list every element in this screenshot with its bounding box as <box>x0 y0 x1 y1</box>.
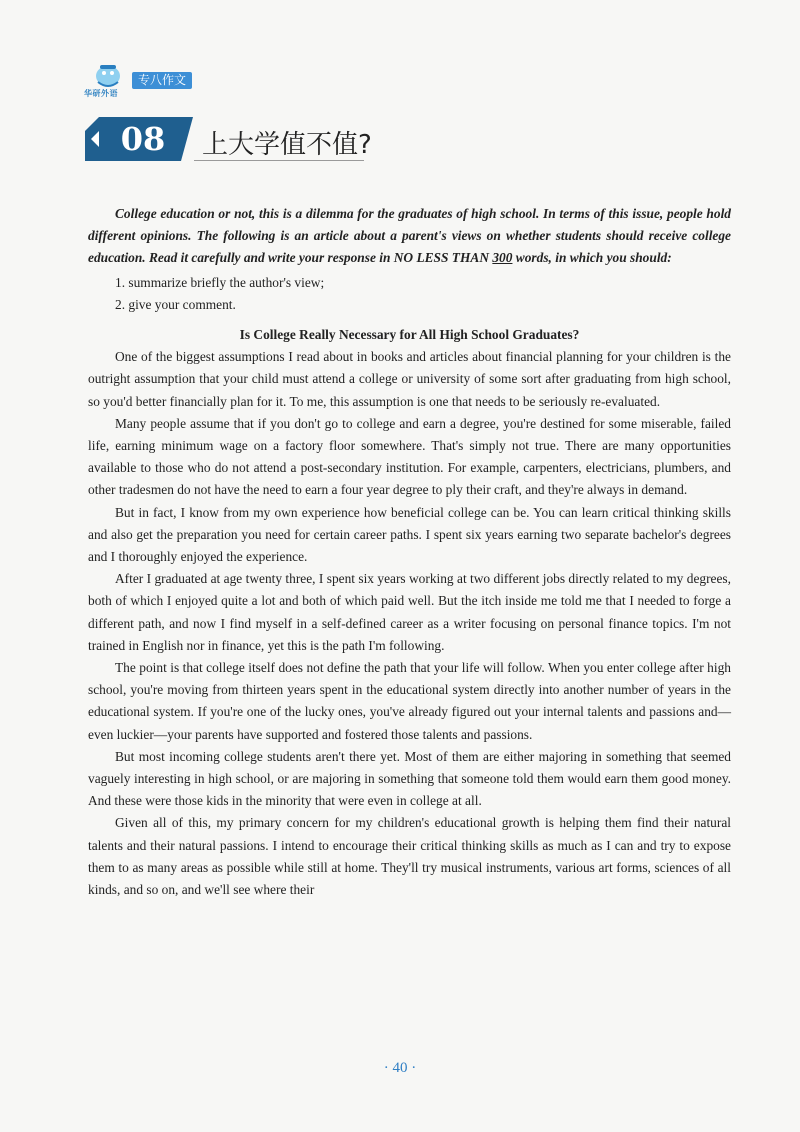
section-title: 上大学值不值? <box>202 130 372 160</box>
writing-prompt <box>88 203 731 270</box>
article-paragraph: Many people assume that if you don't go to college and earn a degree, you're destined for some miserable, failed life, earning minimum wage on a factory floor somewhere. That's simply not true. There are many opportunities available to those who do not attend a post-secondary institution. For example, carpenters, electricians, plumbers, and other tradesmen do not have the need to earn a four year degree to ply their craft, and they're always in demand. <box>88 415 731 498</box>
prompt-task-item: 2. give your comment. <box>115 296 236 312</box>
article-paragraph: The point is that college itself does not define the path that your life will follow. When you enter college after high school, you're moving from thirteen years spent in the educational system directly into another number of years in the educational system. If you're one of the lucky ones, you've already figured out your internal talents and passions and—even luckier—your parents have supported and fostered those talents and passions. <box>88 660 731 742</box>
article-paragraph: After I graduated at age twenty three, I spent six years working at two different jobs directly related to my degrees, both of which I enjoyed quite a lot and both of which paid well. But the itch inside me told me that I needed to forge a different path, and now I find myself in a self-defined career as a writer focusing on personal finance topics. I'm not trained in English nor in finance, yet this is the path I'm following. <box>88 571 731 653</box>
article-paragraph: But most incoming college students aren't there yet. Most of them are either majoring in something that seemed vaguely interesting in high school, or are majoring in something that someone told them would earn them good money. And these were those kids in the minority that were even in college at all. <box>88 748 731 809</box>
section-number: 08 <box>120 120 166 158</box>
prompt-text-before: College education or not, this is a dilemma for the graduates of high school. In terms of this issue, people hold different opinions. The following is an article about a parent's views on whether students should receive college education. Read it carefully and write your response in NO LESS THAN <box>88 206 731 266</box>
prompt-task-list <box>115 272 731 316</box>
page-content <box>88 203 731 901</box>
article-paragraph: Given all of this, my primary concern for my children's educational growth is helping them find their natural talents and their natural passions. I intend to encourage their critical thinking skills as much as I can and try to expose them to as many areas as possible while still at home. They'll try musical instruments, various art forms, sciences of all kinds, and so on, and we'll see where their <box>88 815 731 898</box>
prompt-text-after: words, in which you should: <box>512 250 672 266</box>
article-paragraph: One of the biggest assumptions I read about in books and articles about financial planning for your children is the outright assumption that your child must attend a college or university of some sort after graduating from high school, so you'd better financially plan for it. To me, this assumption is one that needs to be seriously re-evaluated. <box>88 349 731 409</box>
series-tag: 专八作文 <box>132 72 192 89</box>
page-number: · 40 · <box>383 1060 417 1076</box>
prompt-task-item: 1. summarize briefly the author's view; <box>115 274 325 290</box>
article-title: Is College Really Necessary for All High School Graduates? <box>239 327 580 343</box>
publisher-logo-text: 华研外语 <box>84 89 118 98</box>
title-underline <box>194 160 364 161</box>
article-paragraph: But in fact, I know from my own experience how beneficial college can be. You can learn critical thinking skills and also get the preparation you need for certain career paths. I spent six years earning two separate bachelor's degrees and I thoroughly enjoyed the experience. <box>88 504 731 565</box>
prompt-word-count: 300 <box>492 250 513 266</box>
